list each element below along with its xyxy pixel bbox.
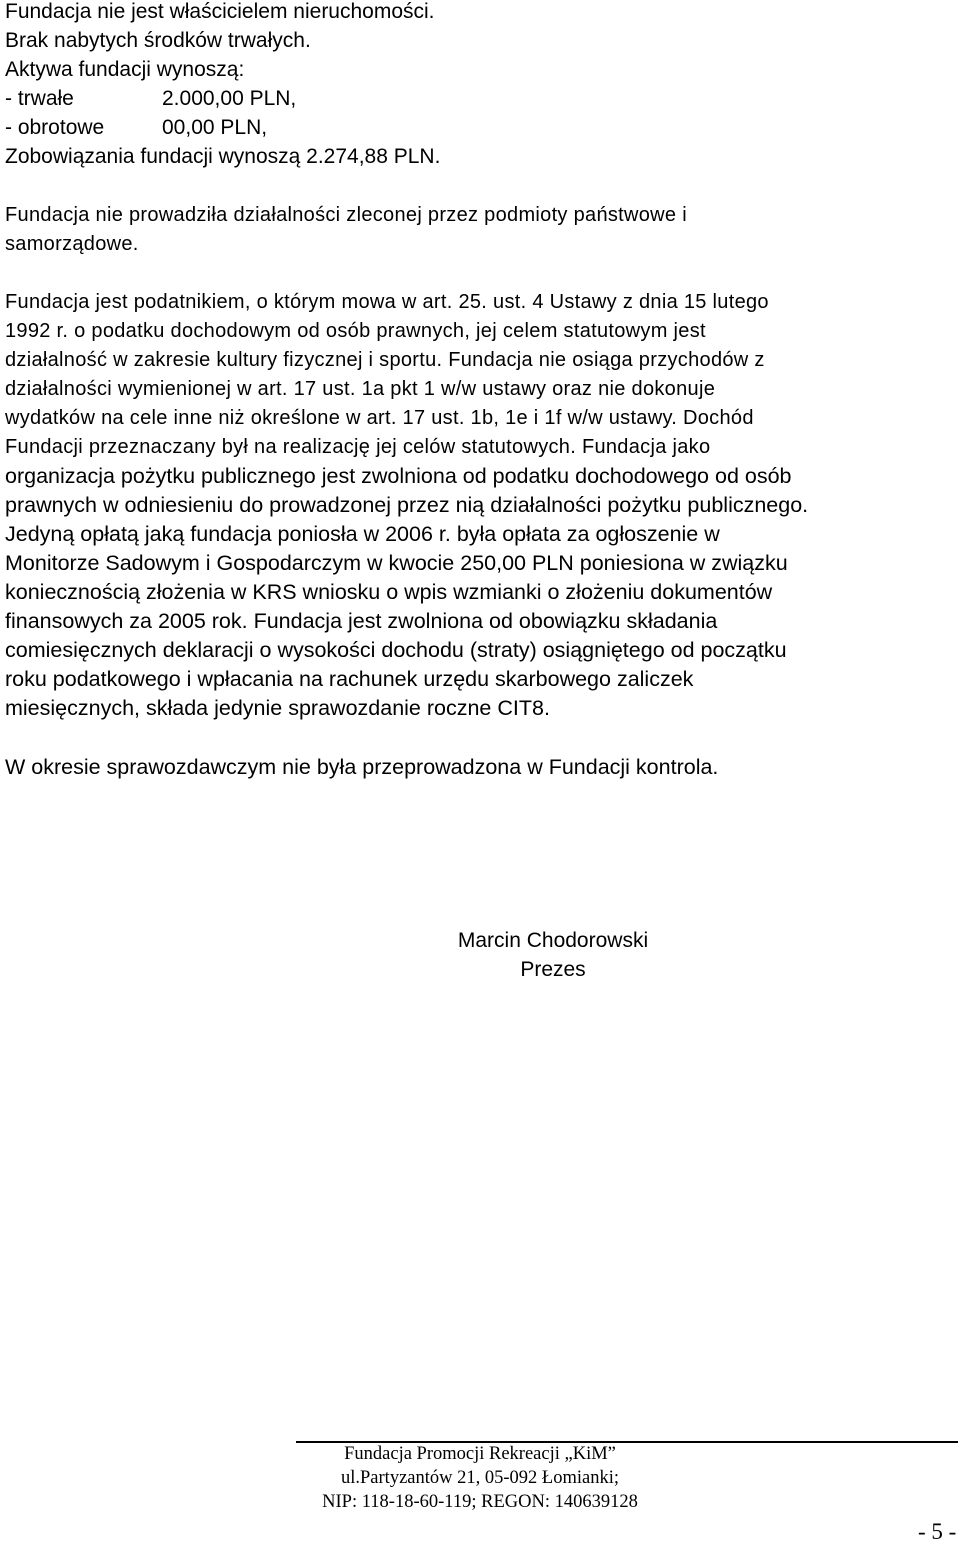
activity-line-1: Fundacja nie prowadziła działalności zleconej przez podmioty państwowe i xyxy=(5,204,687,226)
tax-line-8: prawnych w odniesieniu do prowadzonej przez nią działalności pożytku publicznego. xyxy=(5,493,809,517)
fixed-assets-label: - trwałe xyxy=(5,87,74,110)
footer-address: ul.Partyzantów 21, 05-092 Łomianki; xyxy=(341,1468,619,1488)
tax-line-9: Jedyną opłatą jaką fundacja poniosła w 2006 r. była opłata za ogłoszenie w xyxy=(5,522,720,546)
audit-note: W okresie sprawozdawczym nie była przeprowadzona w Fundacji kontrola. xyxy=(5,755,719,779)
signature-title: Prezes xyxy=(520,958,586,981)
assets-line-1: Fundacja nie jest właścicielem nieruchomości. xyxy=(5,0,435,23)
tax-line-2: 1992 r. o podatku dochodowym od osób prawnych, jej celem statutowym jest xyxy=(5,320,706,342)
tax-line-14: roku podatkowego i wpłacania na rachunek urzędu skarbowego zaliczek xyxy=(5,667,694,691)
footer-organization: Fundacja Promocji Rekreacji „KiM” xyxy=(344,1444,616,1464)
current-assets-row xyxy=(5,115,268,141)
current-assets-label: - obrotowe xyxy=(5,116,105,139)
activity-line-2: samorządowe. xyxy=(5,233,139,255)
tax-line-15: miesięcznych, składa jedynie sprawozdanie roczne CIT8. xyxy=(5,696,550,720)
tax-line-3: działalność w zakresie kultury fizycznej i sportu. Fundacja nie osiąga przychodów z xyxy=(5,349,765,371)
current-assets-value: 00,00 PLN, xyxy=(162,116,268,139)
assets-line-2: Brak nabytych środków trwałych. xyxy=(5,29,311,52)
page-number: - 5 - xyxy=(918,1519,957,1544)
tax-line-5: wydatków na cele inne niż określone w art. 17 ust. 1b, 1e i 1f w/w ustawy. Dochód xyxy=(5,407,754,429)
tax-line-6: Fundacji przeznaczany był na realizację jej celów statutowych. Fundacja jako xyxy=(5,436,711,458)
signature-name: Marcin Chodorowski xyxy=(457,929,649,952)
tax-line-7: organizacja pożytku publicznego jest zwolniona od podatku dochodowego od osób xyxy=(5,464,792,488)
tax-line-10: Monitorze Sadowym i Gospodarczym w kwocie 250,00 PLN poniesiona w związku xyxy=(5,551,788,575)
tax-line-1: Fundacja jest podatnikiem, o którym mowa w art. 25. ust. 4 Ustawy z dnia 15 lutego xyxy=(5,291,769,313)
fixed-assets-value: 2.000,00 PLN, xyxy=(162,87,297,110)
liabilities-line: Zobowiązania fundacji wynoszą 2.274,88 PLN. xyxy=(5,145,441,168)
tax-line-11: koniecznością złożenia w KRS wniosku o wpis wzmianki o złożeniu dokumentów xyxy=(5,580,773,604)
tax-line-13: comiesięcznych deklaracji o wysokości dochodu (straty) osiągniętego od początku xyxy=(5,638,787,662)
assets-line-3: Aktywa fundacji wynoszą: xyxy=(5,58,245,81)
footer-ids: NIP: 118-18-60-119; REGON: 140639128 xyxy=(322,1492,638,1512)
tax-line-4: działalności wymienionej w art. 17 ust. 1a pkt 1 w/w ustawy oraz nie dokonuje xyxy=(5,378,716,400)
tax-line-12: finansowych za 2005 rok. Fundacja jest zwolniona od obowiązku składania xyxy=(5,609,718,633)
fixed-assets-row xyxy=(5,86,297,112)
